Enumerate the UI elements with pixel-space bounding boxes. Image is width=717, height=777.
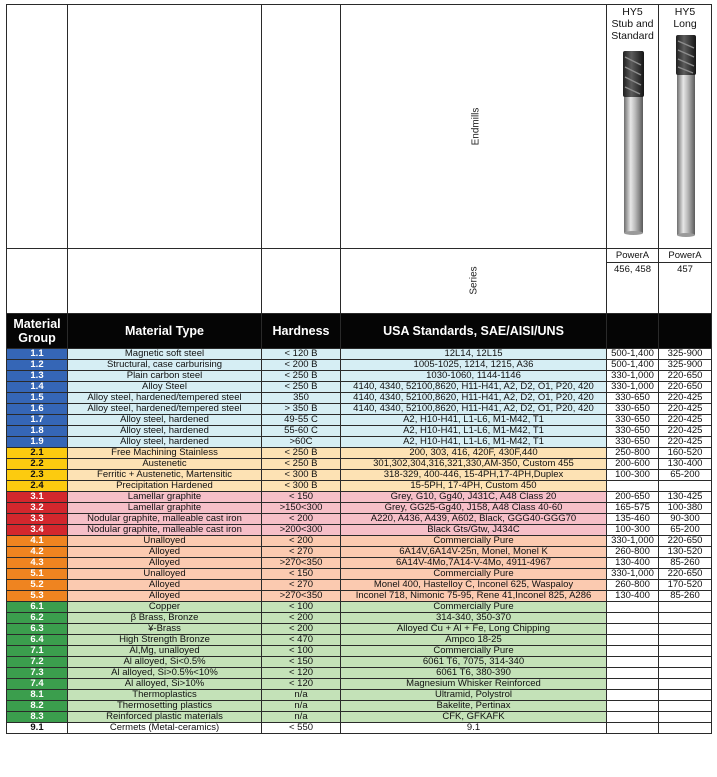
material-group-cell: 1.6 (7, 404, 68, 415)
speed-long-cell (659, 635, 712, 646)
table-row (7, 646, 712, 657)
hardness-cell: < 300 B (262, 470, 341, 481)
standards-cell: Black Gts/Gtw, J434C (341, 525, 607, 536)
table-row (7, 536, 712, 547)
speed-long-cell: 325-900 (659, 349, 712, 360)
speed-stub-cell (607, 602, 659, 613)
material-type-cell: Lamellar graphite (68, 503, 262, 514)
material-group-cell: 5.1 (7, 569, 68, 580)
speed-stub-cell (607, 635, 659, 646)
material-type-cell: Al alloyed, Si>0.5%<10% (68, 668, 262, 679)
speed-stub-cell (607, 657, 659, 668)
speed-stub-cell: 330-650 (607, 415, 659, 426)
speed-stub-cell (607, 723, 659, 734)
material-group-cell: 2.4 (7, 481, 68, 492)
standards-cell: A2, H10-H41, L1-L6, M1-M42, T1 (341, 415, 607, 426)
table-row (7, 613, 712, 624)
table-row (7, 514, 712, 525)
series-name: PowerA (659, 249, 711, 263)
standards-cell: 314-340, 350-370 (341, 613, 607, 624)
standards-cell: Alloyed Cu + Al + Fe, Long Chipping (341, 624, 607, 635)
standards-cell: Monel 400, Hastelloy C, Inconel 625, Waspaloy (341, 580, 607, 591)
table-row (7, 547, 712, 558)
material-group-cell: 7.1 (7, 646, 68, 657)
hardness-cell: >60C (262, 437, 341, 448)
hardness-cell: < 150 (262, 657, 341, 668)
standards-cell: 1030-1060, 1144-1146 (341, 371, 607, 382)
standards-cell: Commercially Pure (341, 646, 607, 657)
speed-stub-cell (607, 690, 659, 701)
table-row (7, 602, 712, 613)
column-header-material-type: Material Type (68, 314, 262, 349)
hardness-cell: < 200 (262, 613, 341, 624)
standards-cell: Magnesium Whisker Reinforced (341, 679, 607, 690)
material-group-cell: 6.2 (7, 613, 68, 624)
standards-cell: 6061 T6, 7075, 314-340 (341, 657, 607, 668)
material-group-cell: 1.4 (7, 382, 68, 393)
standards-cell: Grey, GG25-Gg40, J158, A48 Class 40-60 (341, 503, 607, 514)
speed-stub-cell (607, 712, 659, 723)
hardness-cell: < 200 (262, 624, 341, 635)
material-type-cell: Unalloyed (68, 569, 262, 580)
table-row (7, 723, 712, 734)
hardness-cell: < 470 (262, 635, 341, 646)
table-row (7, 415, 712, 426)
hardness-cell: >150<300 (262, 503, 341, 514)
speed-stub-cell: 135-460 (607, 514, 659, 525)
standards-cell: 318-329, 400-446, 15-4PH,17-4PH,Duplex (341, 470, 607, 481)
column-header-row (7, 314, 712, 349)
speed-stub-cell: 200-650 (607, 492, 659, 503)
material-type-cell: Lamellar graphite (68, 492, 262, 503)
column-header-usa-standards: USA Standards, SAE/AISI/UNS (341, 314, 607, 349)
speed-stub-cell: 130-400 (607, 558, 659, 569)
column-header-hardness: Hardness (262, 314, 341, 349)
material-type-cell: Alloy steel, hardened (68, 415, 262, 426)
material-group-cell: 1.9 (7, 437, 68, 448)
speed-stub-cell: 260-800 (607, 580, 659, 591)
standards-cell: 6A14V,6A14V-25n, Monel, Monel K (341, 547, 607, 558)
endmills-label: Endmills (470, 107, 482, 146)
hardness-cell: < 250 B (262, 382, 341, 393)
table-row (7, 657, 712, 668)
table-row (7, 591, 712, 602)
speed-stub-cell (607, 646, 659, 657)
material-type-cell: Alloyed (68, 558, 262, 569)
hardness-cell: < 200 (262, 514, 341, 525)
speed-long-cell: 130-400 (659, 459, 712, 470)
material-group-cell: 3.3 (7, 514, 68, 525)
material-group-cell: 3.1 (7, 492, 68, 503)
speed-long-cell (659, 657, 712, 668)
material-group-cell: 1.1 (7, 349, 68, 360)
material-group-cell: 5.2 (7, 580, 68, 591)
speed-stub-cell: 330-650 (607, 393, 659, 404)
hardness-cell: >200<300 (262, 525, 341, 536)
material-type-cell: Plain carbon steel (68, 371, 262, 382)
tool-name-line2: Long (673, 18, 697, 30)
speed-long-cell: 130-520 (659, 547, 712, 558)
material-group-cell: 4.3 (7, 558, 68, 569)
speed-long-cell: 220-650 (659, 382, 712, 393)
material-group-cell: 8.2 (7, 701, 68, 712)
hardness-cell: >270<350 (262, 591, 341, 602)
series-header-row (7, 249, 712, 314)
hardness-cell: < 300 B (262, 481, 341, 492)
speed-long-cell: 220-425 (659, 415, 712, 426)
material-type-cell: Thermosetting plastics (68, 701, 262, 712)
endmills-label-cell (341, 5, 607, 249)
material-group-cell: 1.3 (7, 371, 68, 382)
series-cell-stub (607, 249, 659, 314)
table-row (7, 624, 712, 635)
hardness-cell: < 550 (262, 723, 341, 734)
hardness-cell: < 100 (262, 602, 341, 613)
speed-long-cell: 130-425 (659, 492, 712, 503)
column-header-material-group: Material Group (7, 314, 68, 349)
speed-stub-cell: 100-300 (607, 525, 659, 536)
tool-name-line3: Standard (611, 30, 654, 42)
table-row (7, 492, 712, 503)
speed-stub-cell: 330-650 (607, 404, 659, 415)
speed-long-cell: 220-425 (659, 404, 712, 415)
table-row (7, 470, 712, 481)
speed-long-cell (659, 624, 712, 635)
material-group-cell: 1.5 (7, 393, 68, 404)
speed-long-cell: 325-900 (659, 360, 712, 371)
material-type-cell: Magnetic soft steel (68, 349, 262, 360)
material-type-cell: Free Machining Stainless (68, 448, 262, 459)
material-type-cell: Alloyed (68, 580, 262, 591)
hardness-cell: < 270 (262, 580, 341, 591)
standards-cell: 6061 T6, 380-390 (341, 668, 607, 679)
hardness-cell: < 200 B (262, 360, 341, 371)
table-row (7, 569, 712, 580)
hardness-cell: < 150 (262, 492, 341, 503)
material-group-cell: 6.4 (7, 635, 68, 646)
hardness-cell: < 120 (262, 679, 341, 690)
hardness-cell: < 270 (262, 547, 341, 558)
speed-long-cell (659, 481, 712, 492)
hardness-cell: n/a (262, 690, 341, 701)
speed-stub-cell (607, 481, 659, 492)
speed-long-cell: 220-425 (659, 426, 712, 437)
speed-stub-cell: 500-1,400 (607, 349, 659, 360)
table-row (7, 668, 712, 679)
hardness-cell: < 200 (262, 536, 341, 547)
material-type-cell: Alloyed (68, 591, 262, 602)
material-group-cell: 6.1 (7, 602, 68, 613)
material-type-cell: Ferritic + Austenetic, Martensitic (68, 470, 262, 481)
endmill-tool-image (659, 35, 712, 245)
material-type-cell: High Strength Bronze (68, 635, 262, 646)
hardness-cell: < 250 B (262, 448, 341, 459)
material-type-cell: Precipitation Hardened (68, 481, 262, 492)
speed-long-cell (659, 679, 712, 690)
material-group-cell: 4.2 (7, 547, 68, 558)
series-cell-long (659, 249, 712, 314)
table-row (7, 503, 712, 514)
hardness-cell: < 250 B (262, 459, 341, 470)
speed-stub-cell (607, 613, 659, 624)
hardness-cell: n/a (262, 712, 341, 723)
standards-cell: Bakelite, Pertinax (341, 701, 607, 712)
standards-cell: 4140, 4340, 52100,8620, H11-H41, A2, D2, O1, P20, 420 (341, 404, 607, 415)
table-row (7, 404, 712, 415)
tool-name-line2: Stub and (611, 18, 654, 30)
speed-stub-cell: 330-650 (607, 426, 659, 437)
speed-long-cell: 85-260 (659, 558, 712, 569)
speed-stub-cell (607, 701, 659, 712)
hardness-cell: > 350 B (262, 404, 341, 415)
table-row (7, 635, 712, 646)
speed-stub-cell: 500-1,400 (607, 360, 659, 371)
table-row (7, 690, 712, 701)
standards-cell: Inconel 718, Nimonic 75-95, Rene 41,Inconel 825, A286 (341, 591, 607, 602)
speed-stub-cell: 200-600 (607, 459, 659, 470)
table-row (7, 426, 712, 437)
standards-cell: 9.1 (341, 723, 607, 734)
material-group-cell: 5.3 (7, 591, 68, 602)
endmills-header-row (7, 5, 712, 249)
speed-stub-cell (607, 624, 659, 635)
hardness-cell: 55-60 C (262, 426, 341, 437)
material-group-cell: 1.8 (7, 426, 68, 437)
standards-cell: 1005-1025, 1214, 1215, A36 (341, 360, 607, 371)
speed-long-cell (659, 701, 712, 712)
speed-stub-cell: 165-575 (607, 503, 659, 514)
standards-cell: CFK, GFKAFK (341, 712, 607, 723)
hardness-cell: < 250 B (262, 371, 341, 382)
speed-long-cell: 65-200 (659, 525, 712, 536)
table-row (7, 701, 712, 712)
speed-stub-cell: 330-1,000 (607, 371, 659, 382)
speed-stub-cell (607, 668, 659, 679)
speed-long-cell (659, 646, 712, 657)
standards-cell: Commercially Pure (341, 536, 607, 547)
material-type-cell: Alloy Steel (68, 382, 262, 393)
speed-stub-cell: 330-1,000 (607, 536, 659, 547)
speed-long-cell: 220-425 (659, 393, 712, 404)
material-type-cell: Nodular graphite, malleable cast iron (68, 525, 262, 536)
material-type-cell: Al alloyed, Si>10% (68, 679, 262, 690)
speed-long-cell: 90-300 (659, 514, 712, 525)
material-group-cell: 2.3 (7, 470, 68, 481)
speed-long-cell (659, 602, 712, 613)
material-type-cell: β Brass, Bronze (68, 613, 262, 624)
speed-long-cell: 170-520 (659, 580, 712, 591)
tool-name-line1: HY5 (674, 6, 696, 18)
table-row (7, 393, 712, 404)
speed-long-cell (659, 712, 712, 723)
material-type-cell: Structural, case carburising (68, 360, 262, 371)
material-group-cell: 1.2 (7, 360, 68, 371)
hardness-cell: 49-55 C (262, 415, 341, 426)
material-group-cell: 7.3 (7, 668, 68, 679)
material-group-cell: 7.2 (7, 657, 68, 668)
material-group-cell: 2.1 (7, 448, 68, 459)
standards-cell: A2, H10-H41, L1-L6, M1-M42, T1 (341, 437, 607, 448)
material-rows (7, 349, 712, 734)
table-row (7, 481, 712, 492)
material-type-cell: Alloyed (68, 547, 262, 558)
material-type-cell: Al alloyed, Si<0.5% (68, 657, 262, 668)
material-type-cell: Reinforced plastic materials (68, 712, 262, 723)
standards-cell: A220, A436, A439, A602, Black, GGG40-GGG70 (341, 514, 607, 525)
material-type-cell: Alloy steel, hardened/tempered steel (68, 393, 262, 404)
table-row (7, 525, 712, 536)
material-group-cell: 8.3 (7, 712, 68, 723)
speed-stub-cell: 100-300 (607, 470, 659, 481)
material-type-cell: Austenetic (68, 459, 262, 470)
standards-cell: A2, H10-H41, L1-L6, M1-M42, T1 (341, 426, 607, 437)
speed-long-cell: 100-380 (659, 503, 712, 514)
standards-cell: Commercially Pure (341, 602, 607, 613)
speed-long-cell: 220-650 (659, 371, 712, 382)
standards-cell: 15-5PH, 17-4PH, Custom 450 (341, 481, 607, 492)
table-row (7, 712, 712, 723)
tool-cell-long (659, 5, 712, 249)
speed-stub-cell: 330-1,000 (607, 382, 659, 393)
material-type-cell: Thermoplastics (68, 690, 262, 701)
material-type-cell: Nodular graphite, malleable cast iron (68, 514, 262, 525)
standards-cell: 4140, 4340, 52100,8620, H11-H41, A2, D2, O1, P20, 420 (341, 382, 607, 393)
material-type-cell: Copper (68, 602, 262, 613)
speed-long-cell (659, 723, 712, 734)
material-type-cell: Unalloyed (68, 536, 262, 547)
standards-cell: Grey, G10, Gg40, J431C, A48 Class 20 (341, 492, 607, 503)
standards-cell: Ampco 18-25 (341, 635, 607, 646)
standards-cell: 6A14V-4Mo,7A14-V-4Mo, 4911-4967 (341, 558, 607, 569)
hardness-cell: 350 (262, 393, 341, 404)
material-type-cell: Alloy steel, hardened (68, 426, 262, 437)
material-group-cell: 4.1 (7, 536, 68, 547)
material-type-cell: Alloy steel, hardened (68, 437, 262, 448)
hardness-cell: >270<350 (262, 558, 341, 569)
speed-stub-cell: 330-650 (607, 437, 659, 448)
speed-long-cell: 85-260 (659, 591, 712, 602)
endmill-tool-image (607, 51, 659, 247)
table-row (7, 437, 712, 448)
material-group-cell: 6.3 (7, 624, 68, 635)
table-row (7, 448, 712, 459)
speed-stub-cell: 130-400 (607, 591, 659, 602)
table-row (7, 382, 712, 393)
material-type-cell: Alloy steel, hardened/tempered steel (68, 404, 262, 415)
hardness-cell: < 150 (262, 569, 341, 580)
hardness-cell: n/a (262, 701, 341, 712)
material-type-cell: ¥-Brass (68, 624, 262, 635)
speed-stub-cell (607, 679, 659, 690)
table-row (7, 349, 712, 360)
speed-stub-cell: 260-800 (607, 547, 659, 558)
table-row (7, 679, 712, 690)
tool-name-line1: HY5 (622, 6, 643, 18)
speed-long-cell: 220-425 (659, 437, 712, 448)
standards-cell: 200, 303, 416, 420F, 430F,440 (341, 448, 607, 459)
material-group-cell: 8.1 (7, 690, 68, 701)
material-group-cell: 7.4 (7, 679, 68, 690)
material-group-cell: 1.7 (7, 415, 68, 426)
standards-cell: Ultramid, Polystrol (341, 690, 607, 701)
speed-long-cell (659, 613, 712, 624)
speed-stub-cell: 250-800 (607, 448, 659, 459)
material-group-cell: 9.1 (7, 723, 68, 734)
material-group-cell: 3.4 (7, 525, 68, 536)
table-row (7, 371, 712, 382)
standards-cell: Commercially Pure (341, 569, 607, 580)
speed-long-cell: 65-200 (659, 470, 712, 481)
standards-cell: 4140, 4340, 52100,8620, H11-H41, A2, D2, O1, P20, 420 (341, 393, 607, 404)
series-name: PowerA (607, 249, 658, 263)
material-type-cell: Cermets (Metal-ceramics) (68, 723, 262, 734)
series-label-cell (341, 249, 607, 314)
table-row (7, 580, 712, 591)
table-row (7, 360, 712, 371)
speed-stub-cell: 330-1,000 (607, 569, 659, 580)
speed-long-cell: 160-520 (659, 448, 712, 459)
material-group-cell: 3.2 (7, 503, 68, 514)
hardness-cell: < 100 (262, 646, 341, 657)
tool-cell-stub (607, 5, 659, 249)
speed-long-cell: 220-650 (659, 569, 712, 580)
speed-long-cell (659, 668, 712, 679)
standards-cell: 301,302,304,316,321,330,AM-350, Custom 455 (341, 459, 607, 470)
series-label: Series (468, 266, 480, 295)
hardness-cell: < 120 B (262, 349, 341, 360)
material-group-cell: 2.2 (7, 459, 68, 470)
material-chart (6, 4, 711, 734)
speed-long-cell: 220-650 (659, 536, 712, 547)
table-row (7, 558, 712, 569)
speed-long-cell (659, 690, 712, 701)
material-type-cell: Al,Mg, unalloyed (68, 646, 262, 657)
material-table (6, 4, 712, 734)
series-numbers: 457 (677, 264, 693, 275)
standards-cell: 12L14, 12L15 (341, 349, 607, 360)
series-numbers: 456, 458 (614, 264, 651, 275)
table-row (7, 459, 712, 470)
hardness-cell: < 120 (262, 668, 341, 679)
